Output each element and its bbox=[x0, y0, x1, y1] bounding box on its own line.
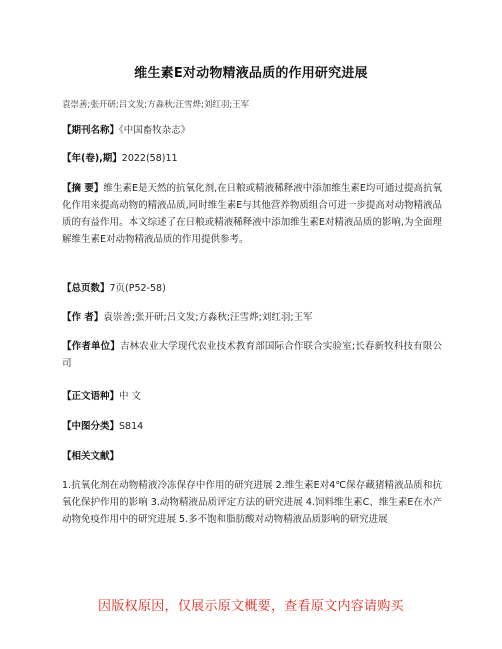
pages-label: 【总页数】 bbox=[62, 283, 110, 294]
classification-label: 【中图分类】 bbox=[62, 421, 120, 432]
pages-field bbox=[62, 280, 442, 297]
year-value: 2022(58)11 bbox=[121, 153, 178, 164]
abstract-label: 【摘 要】 bbox=[62, 183, 104, 194]
affiliation-label: 【作者单位】 bbox=[62, 341, 120, 352]
abstract-text: 维生素E是天然的抗氧化剂,在日粮或精液稀释液中添加维生素E均可通过提高抗氧化作用来提高动物的精液品质,同时维生素E与其他营养物质组合可进一步提高对动物精液品质的有益作用。本文综述了在日粮或精液稀释液中添加维生素E对精液品质的影响,为全面理解维生素E对动物精液品质的作用提供参考。 bbox=[62, 183, 442, 245]
classification-field bbox=[62, 418, 442, 435]
related-label-field bbox=[62, 448, 442, 465]
affiliation-value: 吉林农业大学现代农业技术教育部国际合作联合实验室;长春新牧科技有限公司 bbox=[62, 341, 442, 369]
document-title: 维生素E对动物精液品质的作用研究进展 bbox=[134, 66, 368, 81]
authors-field bbox=[62, 309, 442, 326]
authors-value: 袁崇善;张开研;吕文发;方淼秋;汪雪烨;刘红羽;王军 bbox=[103, 312, 313, 323]
journal-label: 【期刊名称】 bbox=[62, 125, 120, 136]
affiliation-field bbox=[62, 338, 442, 372]
related-list: 1.抗氧化剂在动物精液冷冻保存中作用的研究进展 2.维生素E对4℃保存藏猪精液品质和抗氧化保护作用的影响 3.动物精液品质评定方法的研究进展 4.饲料维生素C、维生素E在水产动物免疫作用中的研究进展 5.多不饱和脂肪酸对动物精液品质影响的研究进展 bbox=[62, 480, 442, 525]
abstract-field bbox=[62, 180, 442, 248]
journal-field bbox=[62, 122, 442, 139]
language-value: 中 文 bbox=[119, 391, 142, 402]
journal-value: 《中国畜牧杂志》 bbox=[119, 125, 191, 136]
related-label: 【相关文献】 bbox=[62, 451, 120, 462]
copyright-notice[interactable]: 因版权原因，仅展示原文概要，查看原文内容请购买 bbox=[98, 599, 404, 614]
year-field bbox=[62, 150, 442, 167]
year-label: 【年(卷),期】 bbox=[62, 153, 122, 164]
language-label: 【正文语种】 bbox=[62, 391, 120, 402]
pages-value: 7页(P52-58) bbox=[109, 283, 166, 294]
language-field bbox=[62, 388, 442, 405]
author-line: 袁崇善;张开研;吕文发;方淼秋;汪雪烨;刘红羽;王军 bbox=[62, 100, 250, 110]
classification-value: S814 bbox=[119, 421, 144, 432]
authors-label: 【作 者】 bbox=[62, 312, 104, 323]
